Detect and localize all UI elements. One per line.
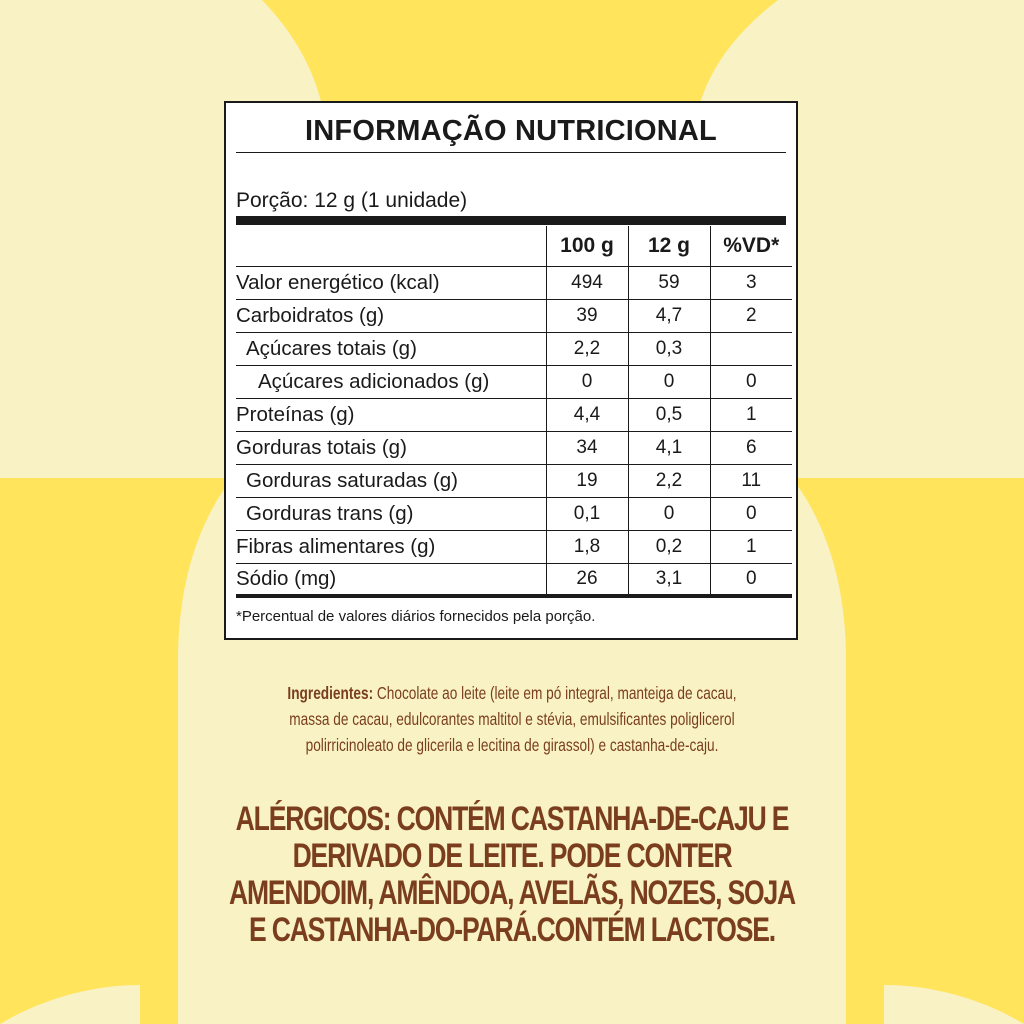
footnote: *Percentual de valores diários fornecidos pela porção. — [236, 608, 596, 625]
row-label: Gorduras trans (g) — [236, 497, 546, 530]
row-value-100g: 1,8 — [546, 530, 628, 563]
row-value-100g: 34 — [546, 431, 628, 464]
row-value-vd: 0 — [710, 563, 792, 596]
row-value-12g: 2,2 — [628, 464, 710, 497]
row-label: Gorduras totais (g) — [236, 431, 546, 464]
row-value-100g: 0 — [546, 365, 628, 398]
row-value-12g: 0,5 — [628, 398, 710, 431]
row-value-100g: 4,4 — [546, 398, 628, 431]
row-value-100g: 494 — [546, 266, 628, 299]
row-value-vd — [710, 332, 792, 365]
row-label: Fibras alimentares (g) — [236, 530, 546, 563]
row-label: Açúcares adicionados (g) — [236, 365, 546, 398]
row-value-vd: 0 — [710, 365, 792, 398]
row-label: Gorduras saturadas (g) — [236, 464, 546, 497]
portion-divider — [236, 216, 786, 225]
title-divider — [236, 152, 786, 153]
row-value-vd: 1 — [710, 398, 792, 431]
nutrition-facts-panel — [224, 101, 798, 640]
row-value-12g: 4,1 — [628, 431, 710, 464]
ingredients-text — [266, 680, 759, 758]
row-value-vd: 6 — [710, 431, 792, 464]
ingredients-list: Chocolate ao leite (leite em pó integral, manteiga de cacau, massa de cacau, edulcorantes maltitol e stévia, emulsificantes poliglicerol polirricinoleato de glicerila e lecitina de girassol) e castanha-de-caju. — [289, 683, 737, 755]
row-value-12g: 4,7 — [628, 299, 710, 332]
table-row — [236, 431, 792, 464]
nutrition-table — [236, 226, 792, 598]
table-header-vd: %VD* — [710, 226, 792, 266]
row-value-12g: 0 — [628, 365, 710, 398]
row-value-12g: 3,1 — [628, 563, 710, 596]
table-row — [236, 530, 792, 563]
row-label: Proteínas (g) — [236, 398, 546, 431]
table-row — [236, 365, 792, 398]
row-value-vd: 1 — [710, 530, 792, 563]
row-label: Sódio (mg) — [236, 563, 546, 596]
table-row — [236, 464, 792, 497]
table-header-100g: 100 g — [546, 226, 628, 266]
table-row — [236, 332, 792, 365]
ingredients-label: Ingredientes: — [287, 683, 374, 703]
allergens-warning: ALÉRGICOS: CONTÉM CASTANHA-DE-CAJU E DERIVADO DE LEITE. PODE CONTER AMENDOIM, AMÊNDOA, AVELÃS, NOZES, SOJA E CASTANHA-DO-PARÁ.CONTÉM LACTOSE. — [228, 800, 796, 949]
table-header-label — [236, 226, 546, 266]
table-header-row — [236, 226, 792, 266]
row-value-vd: 0 — [710, 497, 792, 530]
table-row — [236, 563, 792, 596]
row-label: Carboidratos (g) — [236, 299, 546, 332]
row-value-100g: 26 — [546, 563, 628, 596]
table-row — [236, 497, 792, 530]
nutrition-title: INFORMAÇÃO NUTRICIONAL — [305, 115, 717, 147]
row-value-100g: 0,1 — [546, 497, 628, 530]
row-value-100g: 19 — [546, 464, 628, 497]
row-label: Valor energético (kcal) — [236, 266, 546, 299]
row-value-12g: 0 — [628, 497, 710, 530]
row-value-12g: 0,2 — [628, 530, 710, 563]
row-value-vd: 3 — [710, 266, 792, 299]
row-value-vd: 11 — [710, 464, 792, 497]
table-row — [236, 266, 792, 299]
row-value-vd: 2 — [710, 299, 792, 332]
portion-size: Porção: 12 g (1 unidade) — [236, 189, 468, 212]
table-row — [236, 398, 792, 431]
table-row — [236, 299, 792, 332]
row-value-12g: 59 — [628, 266, 710, 299]
table-header-12g: 12 g — [628, 226, 710, 266]
row-value-100g: 2,2 — [546, 332, 628, 365]
row-value-100g: 39 — [546, 299, 628, 332]
row-label: Açúcares totais (g) — [236, 332, 546, 365]
row-value-12g: 0,3 — [628, 332, 710, 365]
